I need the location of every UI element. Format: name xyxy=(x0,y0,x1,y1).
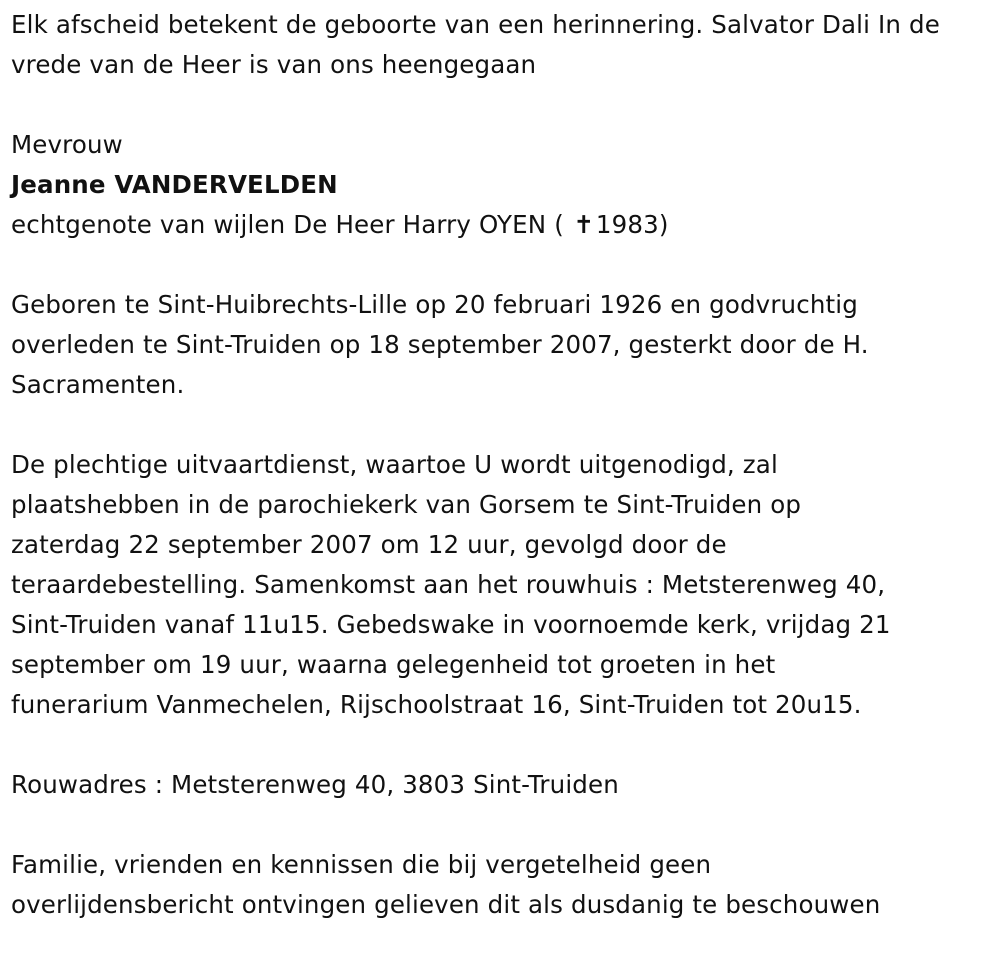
funeral-line: Sint-Truiden vanaf 11u15. Gebedswake in voornoemde kerk, vrijdag 21 xyxy=(11,610,891,639)
spacer xyxy=(11,405,986,445)
cross-icon: ✝ xyxy=(573,210,595,239)
birth-death-paragraph: Geboren te Sint-Huibrechts-Lille op 20 februari 1926 en godvruchtig overleden te Sint-Truiden op 18 september 2007, gesterkt door de H. Sacramenten. xyxy=(11,290,869,399)
funeral-paragraph xyxy=(11,445,986,725)
deceased-name: Jeanne VANDERVELDEN xyxy=(11,170,338,199)
spouse-line xyxy=(11,205,986,245)
spouse-text: echtgenote van wijlen De Heer Harry OYEN ( xyxy=(11,210,564,239)
funeral-line: De plechtige uitvaartdienst, waartoe U wordt uitgenodigd, zal xyxy=(11,450,778,479)
mourning-address: Rouwadres : Metsterenweg 40, 3803 Sint-Truiden xyxy=(11,770,619,799)
opening-quote: Elk afscheid betekent de geboorte van een herinnering. Salvator Dali In de vrede van de Heer is van ons heengegaan xyxy=(11,10,940,79)
closing-line: Familie, vrienden en kennissen die bij vergetelheid geen xyxy=(11,850,712,879)
spouse-death-year: 1983) xyxy=(595,210,669,239)
spacer xyxy=(11,725,986,765)
funeral-line: teraardebestelling. Samenkomst aan het rouwhuis : Metsterenweg 40, xyxy=(11,570,886,599)
spacer xyxy=(11,245,986,285)
closing-line: overlijdensbericht ontvingen gelieven dit als dusdanig te beschouwen xyxy=(11,890,881,919)
funeral-line: funerarium Vanmechelen, Rijschoolstraat 16, Sint-Truiden tot 20u15. xyxy=(11,690,862,719)
obituary-text xyxy=(11,5,986,925)
funeral-line: plaatshebben in de parochiekerk van Gorsem te Sint-Truiden op xyxy=(11,490,802,519)
spacer xyxy=(11,805,986,845)
closing-paragraph xyxy=(11,845,986,925)
funeral-line: september om 19 uur, waarna gelegenheid tot groeten in het xyxy=(11,650,776,679)
funeral-line: zaterdag 22 september 2007 om 12 uur, gevolgd door de xyxy=(11,530,727,559)
honorific: Mevrouw xyxy=(11,130,123,159)
spacer xyxy=(11,85,986,125)
